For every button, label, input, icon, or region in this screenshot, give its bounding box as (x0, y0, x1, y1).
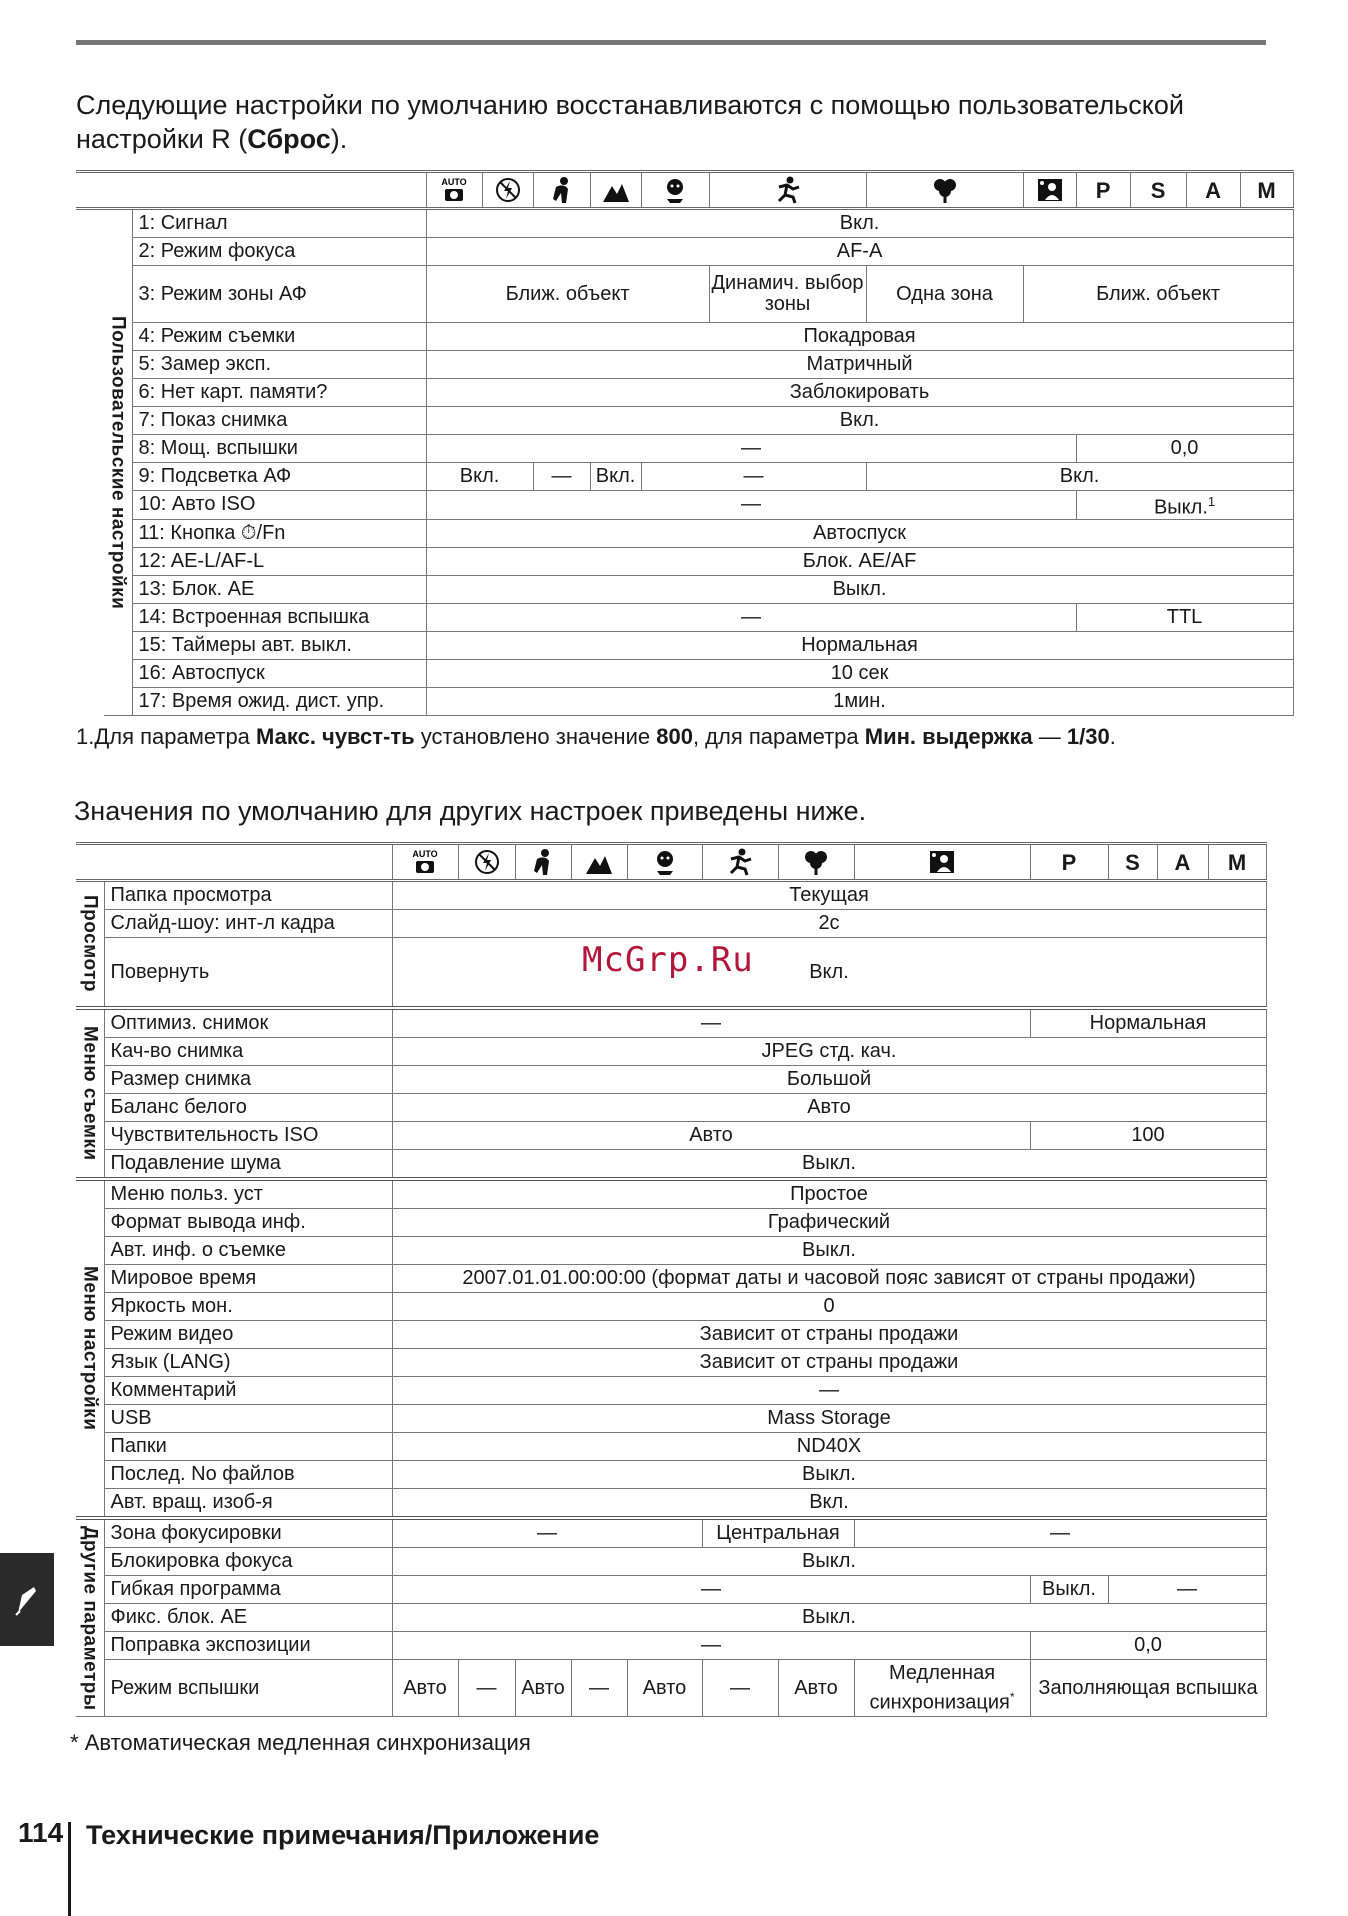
table-row (76, 1265, 1266, 1293)
cell-value: Выкл. (1030, 1576, 1108, 1604)
row-label: 15: Таймеры авт. выкл. (132, 631, 426, 659)
table-row (76, 1405, 1266, 1433)
table-row (76, 1038, 1266, 1066)
table-row (76, 1209, 1266, 1237)
cell-value: — (571, 1660, 627, 1717)
custom-settings-table (76, 170, 1294, 716)
cell-value: — (702, 1660, 778, 1717)
table-row (76, 1377, 1266, 1405)
table-row (76, 323, 1293, 351)
closeup-icon (866, 172, 1023, 209)
table-row (76, 463, 1293, 491)
cell-value: Вкл. (590, 463, 641, 491)
portrait-icon (515, 844, 571, 881)
cell-value: Простое (392, 1179, 1266, 1209)
flash-off-icon (482, 172, 533, 209)
mode-s: S (1130, 172, 1186, 209)
table-row (76, 1349, 1266, 1377)
cell-value: Ближ. объект (426, 266, 709, 323)
cell-value: — (458, 1660, 515, 1717)
table-row (76, 1321, 1266, 1349)
table-row (76, 1066, 1266, 1094)
cell-value: AF-A (426, 238, 1293, 266)
table-row (76, 519, 1293, 547)
cell-value: Авто (515, 1660, 571, 1717)
cell-value: Авто (392, 1660, 458, 1717)
row-label: 1: Сигнал (132, 209, 426, 238)
night-portrait-icon (854, 844, 1030, 881)
cell-value: Покадровая (426, 323, 1293, 351)
table-row (76, 351, 1293, 379)
footnote-1: 1.Для параметра Макс. чувст-ть установлено значение 800, для параметра Мин. выдержка — 1/30. (76, 724, 1116, 749)
cell-value: Матричный (426, 351, 1293, 379)
row-label: 10: Авто ISO (132, 491, 426, 520)
cell-value: Авто (392, 1094, 1266, 1122)
table-row (76, 435, 1293, 463)
row-label: Авт. вращ. изоб-я (104, 1489, 392, 1519)
cell-value: Авто (627, 1660, 702, 1717)
cell-value: 1мин. (426, 687, 1293, 715)
cell-value: Зависит от страны продажи (392, 1349, 1266, 1377)
table-row (76, 1461, 1266, 1489)
cell-value: JPEG стд. кач. (392, 1038, 1266, 1066)
cell-value: Зависит от страны продажи (392, 1321, 1266, 1349)
cell-value: — (392, 1377, 1266, 1405)
cell-value: 100 (1030, 1122, 1266, 1150)
row-label: Гибкая программа (104, 1576, 392, 1604)
table-row (76, 1008, 1266, 1038)
cell-value: Автоспуск (426, 519, 1293, 547)
row-label: Блокировка фокуса (104, 1548, 392, 1576)
cell-value: Блок. AE/AF (426, 547, 1293, 575)
cell-value: — (854, 1518, 1266, 1548)
group-label-other: Другие параметры (76, 1518, 104, 1717)
cell-value: — (533, 463, 590, 491)
row-label: 5: Замер эксп. (132, 351, 426, 379)
table-row (76, 1122, 1266, 1150)
table-row (76, 575, 1293, 603)
svg-text:AUTO: AUTO (412, 849, 438, 859)
group-label-setup: Меню настройки (76, 1179, 104, 1518)
table-row (76, 1179, 1266, 1209)
table-row (76, 603, 1293, 631)
sports-icon (702, 844, 778, 881)
row-label: Поправка экспозиции (104, 1632, 392, 1660)
table-row (76, 407, 1293, 435)
cell-value: Динамич. выбор зоны (709, 266, 866, 323)
row-label: Слайд-шоу: инт-л кадра (104, 910, 392, 938)
landscape-icon (590, 172, 641, 209)
cell-value: Нормальная (426, 631, 1293, 659)
cell-value: Графический (392, 1209, 1266, 1237)
row-label: Формат вывода инф. (104, 1209, 392, 1237)
cell-value: — (426, 491, 1076, 520)
section-intro: Значения по умолчанию для других настроек приведены ниже. (74, 796, 867, 826)
cell-value: Текущая (392, 881, 1266, 910)
table-row (76, 1632, 1266, 1660)
table-row (76, 910, 1266, 938)
mode-a: A (1186, 172, 1240, 209)
mode-p: P (1030, 844, 1108, 881)
auto-icon (392, 844, 458, 881)
flash-off-icon (458, 844, 515, 881)
cell-value: Вкл. (426, 463, 533, 491)
group-label-playback: Просмотр (76, 881, 104, 1009)
cell-value: 10 сек (426, 659, 1293, 687)
row-label: Режим вспышки (104, 1660, 392, 1717)
mode-header-row-2 (76, 844, 1266, 881)
cell-value: Вкл. (426, 209, 1293, 238)
table-row (76, 1094, 1266, 1122)
footer-divider (68, 1822, 71, 1916)
footer-title: Технические примечания/Приложение (86, 1820, 600, 1850)
row-label: 12: AE-L/AF-L (132, 547, 426, 575)
row-label: 16: Автоспуск (132, 659, 426, 687)
mode-m: M (1208, 844, 1266, 881)
cell-value: — (1108, 1576, 1266, 1604)
cell-value: Авто (778, 1660, 854, 1717)
cell-value: Медленная синхронизация* (854, 1660, 1030, 1717)
row-label: 3: Режим зоны АФ (132, 266, 426, 323)
cell-value: 2с (392, 910, 1266, 938)
row-label: Яркость мон. (104, 1293, 392, 1321)
cell-value: Выкл. (426, 575, 1293, 603)
table-row (76, 1604, 1266, 1632)
self-timer-icon: ⏱ (240, 521, 257, 544)
cell-value: Нормальная (1030, 1008, 1266, 1038)
child-icon (627, 844, 702, 881)
row-label: Чувствительность ISO (104, 1122, 392, 1150)
table-row (76, 379, 1293, 407)
cell-value: Большой (392, 1066, 1266, 1094)
cell-value: Выкл.$^1$ (1076, 491, 1293, 520)
table-row (76, 209, 1293, 238)
row-label: Язык (LANG) (104, 1349, 392, 1377)
cell-value: Заполняющая вспышка (1030, 1660, 1266, 1717)
cell-value: Выкл. (392, 1548, 1266, 1576)
group-label-custom: Пользовательские настройки (104, 209, 132, 716)
cell-value: 2007.01.01.00:00:00 (формат даты и часовой пояс зависят от страны продажи) (392, 1265, 1266, 1293)
cell-value: Выкл. (392, 1604, 1266, 1632)
row-label: 2: Режим фокуса (132, 238, 426, 266)
cell-value: Выкл. (392, 1461, 1266, 1489)
cell-value: ND40X (392, 1433, 1266, 1461)
table-row (76, 659, 1293, 687)
cell-value: 0,0 (1076, 435, 1293, 463)
closeup-icon (778, 844, 854, 881)
cell-value: Вкл. (866, 463, 1293, 491)
row-label: Авт. инф. о съемке (104, 1237, 392, 1265)
mode-m: M (1240, 172, 1293, 209)
cell-value: Mass Storage (392, 1405, 1266, 1433)
row-label: Кач-во снимка (104, 1038, 392, 1066)
row-label: Размер снимка (104, 1066, 392, 1094)
cell-value: Ближ. объект (1023, 266, 1293, 323)
section-tab (0, 1553, 54, 1646)
mode-s: S (1108, 844, 1157, 881)
table-row (76, 1150, 1266, 1180)
table-row (76, 1660, 1266, 1717)
row-label: 8: Мощ. вспышки (132, 435, 426, 463)
cell-value: 0,0 (1030, 1632, 1266, 1660)
row-label: 4: Режим съемки (132, 323, 426, 351)
child-icon (641, 172, 709, 209)
cell-value: — (392, 1008, 1030, 1038)
cell-value: Выкл. (392, 1150, 1266, 1180)
table-row (76, 238, 1293, 266)
cell-value: — (426, 435, 1076, 463)
row-label: 9: Подсветка АФ (132, 463, 426, 491)
cell-value: — (392, 1518, 702, 1548)
cell-value: — (392, 1576, 1030, 1604)
table-row (76, 1237, 1266, 1265)
mode-a: A (1157, 844, 1208, 881)
row-label: 17: Время ожид. дист. упр. (132, 687, 426, 715)
table-row (76, 1489, 1266, 1519)
footnote-2: * Автоматическая медленная синхронизация (70, 1730, 531, 1755)
row-label: Повернуть (104, 938, 392, 1009)
intro-paragraph: Следующие настройки по умолчанию восстанавливаются с помощью пользовательской настройки R (Сброс). (76, 90, 1185, 154)
page-number: 114 (18, 1817, 64, 1848)
cell-value: Вкл. (426, 407, 1293, 435)
row-label: Папки (104, 1433, 392, 1461)
top-rule (76, 40, 1266, 45)
table-row (76, 1433, 1266, 1461)
table-row (76, 1548, 1266, 1576)
auto-icon (426, 172, 482, 209)
row-label: Режим видео (104, 1321, 392, 1349)
row-label: 6: Нет карт. памяти? (132, 379, 426, 407)
table-row (76, 1518, 1266, 1548)
table-row (76, 1576, 1266, 1604)
row-label: 14: Встроенная вспышка (132, 603, 426, 631)
row-label: Оптимиз. снимок (104, 1008, 392, 1038)
row-label: 11: Кнопка ⏱/Fn (132, 519, 426, 547)
cell-value: Вкл. (392, 938, 1266, 1009)
table-row (76, 881, 1266, 910)
cell-value: Вкл. (392, 1489, 1266, 1519)
table-row (76, 631, 1293, 659)
landscape-icon (571, 844, 627, 881)
cell-value: — (641, 463, 866, 491)
night-portrait-icon (1023, 172, 1076, 209)
row-label: Подавление шума (104, 1150, 392, 1180)
portrait-icon (533, 172, 590, 209)
row-label: Меню польз. уст (104, 1179, 392, 1209)
row-label: Зона фокусировки (104, 1518, 392, 1548)
mode-p: P (1076, 172, 1130, 209)
mode-header-row (76, 172, 1293, 209)
cell-value: Выкл. (392, 1237, 1266, 1265)
cell-value: Авто (392, 1122, 1030, 1150)
row-label: 13: Блок. AE (132, 575, 426, 603)
row-label: Фикс. блок. AE (104, 1604, 392, 1632)
cell-value: Заблокировать (426, 379, 1293, 407)
row-label: 7: Показ снимка (132, 407, 426, 435)
row-label: Баланс белого (104, 1094, 392, 1122)
row-label: Послед. No файлов (104, 1461, 392, 1489)
sports-icon (709, 172, 866, 209)
table-row (76, 547, 1293, 575)
cell-value: Центральная (702, 1518, 854, 1548)
row-label: Папка просмотра (104, 881, 392, 910)
table-row (76, 491, 1293, 520)
watermark: McGrp.Ru (582, 940, 754, 980)
table-row (76, 266, 1293, 323)
table-row (76, 687, 1293, 715)
group-label-shooting: Меню съемки (76, 1008, 104, 1179)
table-row (76, 1293, 1266, 1321)
row-label: USB (104, 1405, 392, 1433)
cell-value: — (392, 1632, 1030, 1660)
cell-value: TTL (1076, 603, 1293, 631)
cell-value: 0 (392, 1293, 1266, 1321)
row-label: Комментарий (104, 1377, 392, 1405)
notes-pen-icon (14, 1583, 40, 1617)
svg-text:AUTO: AUTO (441, 177, 467, 187)
cell-value: Одна зона (866, 266, 1023, 323)
row-label: Мировое время (104, 1265, 392, 1293)
cell-value: — (426, 603, 1076, 631)
